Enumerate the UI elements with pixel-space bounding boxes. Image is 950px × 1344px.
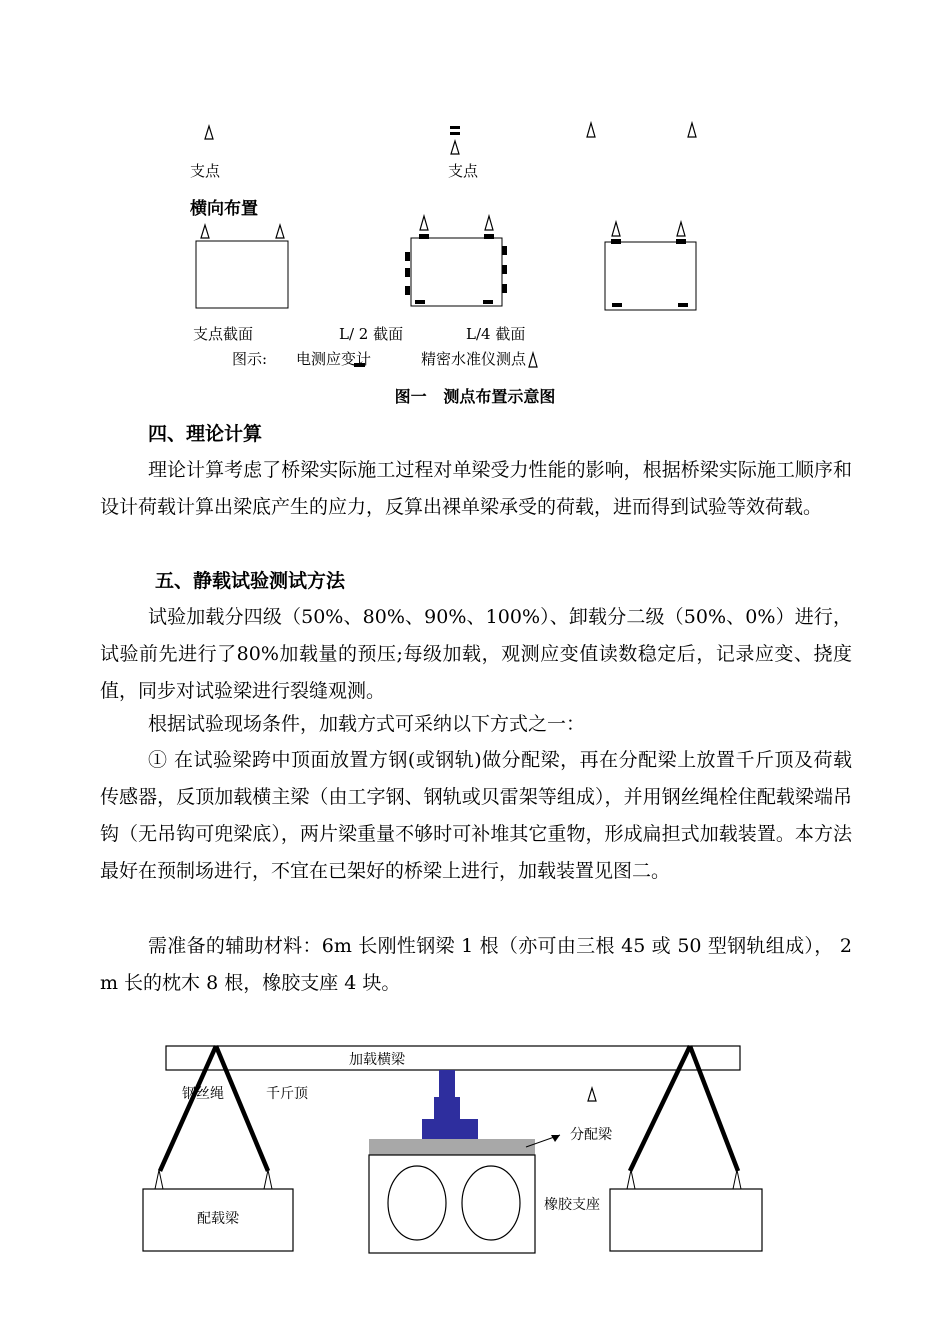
hook-icon	[155, 1170, 163, 1189]
jack-rod	[439, 1070, 455, 1097]
section-label-support: 支点截面	[193, 325, 254, 343]
loading-cross-beam	[166, 1046, 740, 1070]
counterweight-beam-label: 配载梁	[197, 1211, 239, 1227]
transverse-layout-title: 横向布置	[190, 199, 258, 219]
section-label-quarter-span: L/4 截面	[466, 325, 526, 343]
section-5-heading: 五、静载试验测试方法	[155, 570, 346, 592]
arrow-head-icon	[551, 1135, 560, 1142]
gauge-point-icon	[588, 1088, 596, 1101]
section-4-paragraph: 理论计算考虑了桥梁实际施工过程对单梁受力性能的影响，根据桥梁实际施工顺序和设计荷载计算出梁底产生的应力，反算出裸单梁承受的荷载，进而得到试验等效荷载。	[100, 459, 852, 518]
girder-void	[388, 1166, 446, 1240]
section-5-paragraph: ① 在试验梁跨中顶面放置方钢(或钢轨)做分配梁，再在分配梁上放置千斤顶及荷载传感器，反顶加载横主梁（由工字钢、钢轨或贝雷架等组成），并用钢丝绳栓住配载梁端吊钩（无吊钩可兜梁底），两片梁重量不够时可补堆其它重物，形成扁担式加载装置。本方法最好在预制场进行，不宜在已架好的桥梁上进行，加载装置见图二。	[100, 749, 852, 882]
legend-level-point: 精密水准仪测点	[421, 350, 527, 368]
jack-label: 千斤顶	[266, 1086, 308, 1102]
figure-1-caption: 图一 测点布置示意图	[394, 387, 556, 406]
section-5-paragraph: 需准备的辅助材料：6m 长刚性钢梁 1 根（亦可由三根 45 或 50 型钢轨组成）， 2 m 长的枕木 8 根，橡胶支座 4 块。	[100, 935, 852, 994]
section-label-half-span: L/ 2 截面	[339, 325, 404, 343]
rubber-bearing-label: 橡胶支座	[544, 1197, 600, 1213]
loading-beam-label: 加载横梁	[349, 1052, 405, 1068]
jack-cylinder	[434, 1097, 460, 1119]
jack-base	[422, 1119, 478, 1139]
legend-prefix: 图示:	[232, 350, 268, 368]
hook-icon	[733, 1170, 741, 1189]
steel-rope-label: 钢丝绳	[182, 1086, 224, 1102]
distribution-beam-label: 分配梁	[570, 1127, 612, 1143]
distribution-beam	[369, 1139, 535, 1155]
support-label: 支点	[190, 162, 221, 180]
hook-icon	[264, 1170, 272, 1189]
counterweight-beam-right	[610, 1189, 762, 1251]
hook-icon	[627, 1170, 635, 1189]
section-5-paragraph: 根据试验现场条件，加载方式可采纳以下方式之一：	[148, 713, 586, 735]
girder-void	[462, 1166, 520, 1240]
legend-strain-gauge: 电测应变计	[296, 350, 372, 368]
section-5-paragraph: 试验加载分四级（50%、80%、90%、100%）、卸载分二级（50%、0%）进行，试验前先进行了80%加载量的预压;每级加载，观测应变值读数稳定后，记录应变、挠度值，同步对试验梁进行裂缝观测。	[100, 606, 852, 702]
section-4-heading: 四、理论计算	[148, 423, 263, 445]
support-label: 支点	[448, 162, 479, 180]
